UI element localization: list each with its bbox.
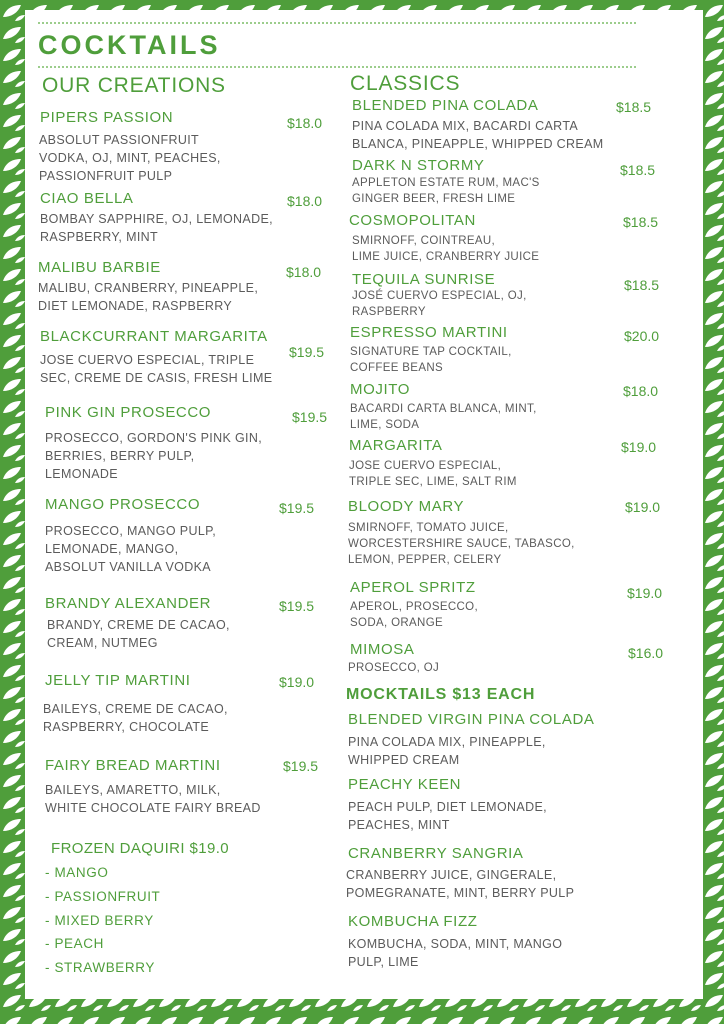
menu-item-price: $18.5: [624, 277, 660, 293]
menu-item-price: $19.5: [283, 758, 319, 774]
menu-item-description: APEROL, PROSECCO, SODA, ORANGE: [350, 601, 479, 629]
menu-item-name: MALIBU BARBIE: [38, 259, 161, 276]
menu-item-description: SMIRNOFF, COINTREAU, LIME JUICE, CRANBERRY JUICE: [352, 235, 540, 263]
menu-item-description: PROSECCO, GORDON'S PINK GIN, BERRIES, BERRY PULP, LEMONADE: [45, 431, 263, 481]
menu-item-name: PINK GIN PROSECCO: [45, 404, 212, 421]
menu-item-description: JOSE CUERVO ESPECIAL, TRIPLE SEC, CREME DE CASIS, FRESH LIME: [40, 353, 273, 385]
menu-item-name: MIMOSA: [350, 641, 415, 658]
menu-item-price: $19.5: [289, 344, 325, 360]
menu-item-description: MALIBU, CRANBERRY, PINEAPPLE, DIET LEMONADE, RASPBERRY: [38, 281, 259, 313]
menu-item-price: $19.5: [279, 598, 315, 614]
list-item: - PASSIONFRUIT: [45, 888, 161, 904]
top-divider: [38, 22, 636, 24]
menu-item-price: $20.0: [624, 328, 660, 344]
menu-item-description: PROSECCO, MANGO PULP, LEMONADE, MANGO, ABSOLUT VANILLA VODKA: [45, 524, 217, 574]
menu-item-name: PIPERS PASSION: [40, 109, 174, 126]
menu-item-name: DARK N STORMY: [352, 157, 485, 174]
menu-item-name: KOMBUCHA FIZZ: [348, 913, 478, 930]
menu-item-name: MANGO PROSECCO: [45, 496, 201, 513]
menu-item-name: APEROL SPRITZ: [350, 579, 476, 596]
menu-item-description: ABSOLUT PASSIONFRUIT VODKA, OJ, MINT, PEACHES, PASSIONFRUIT PULP: [39, 133, 221, 183]
menu-item-name: MARGARITA: [349, 437, 443, 454]
section-heading-frozen-daiquiri: FROZEN DAQUIRI $19.0: [51, 840, 230, 857]
menu-item-price: $18.0: [623, 383, 659, 399]
list-item: - STRAWBERRY: [45, 960, 155, 976]
menu-item-price: $18.0: [286, 264, 322, 280]
section-heading-mocktails: MOCKTAILS $13 EACH: [346, 686, 536, 703]
menu-item-description: PINA COLADA MIX, PINEAPPLE, WHIPPED CREAM: [348, 735, 546, 767]
menu-item-description: PROSECCO, OJ: [348, 662, 440, 674]
menu-item-price: $18.5: [623, 214, 659, 230]
menu-item-price: $19.0: [279, 674, 315, 690]
menu-item-description: JOSÉ CUERVO ESPECIAL, OJ, RASPBERRY: [352, 290, 527, 318]
menu-item-name: BLENDED VIRGIN PINA COLADA: [348, 711, 595, 728]
menu-item-price: $18.5: [620, 162, 656, 178]
menu-item-description: PINA COLADA MIX, BACARDI CARTA BLANCA, PINEAPPLE, WHIPPED CREAM: [352, 119, 604, 151]
menu-item-name: JELLY TIP MARTINI: [45, 672, 191, 689]
frozen-daiquiri-flavour-list: [45, 861, 160, 980]
menu-item-name: BLACKCURRANT MARGARITA: [40, 328, 268, 345]
menu-item-description: JOSE CUERVO ESPECIAL, TRIPLE SEC, LIME, SALT RIM: [349, 460, 517, 488]
menu-item-description: PEACH PULP, DIET LEMONADE, PEACHES, MINT: [348, 800, 547, 832]
menu-item-price: $19.0: [621, 439, 657, 455]
menu-item-description: BACARDI CARTA BLANCA, MINT, LIME, SODA: [350, 403, 537, 431]
menu-item-name: ESPRESSO MARTINI: [350, 324, 508, 341]
menu-item-price: $19.5: [292, 409, 328, 425]
menu-item-price: $19.0: [627, 585, 663, 601]
menu-item-description: BAILEYS, AMARETTO, MILK, WHITE CHOCOLATE FAIRY BREAD: [45, 783, 261, 815]
menu-item-description: BRANDY, CREME DE CACAO, CREAM, NUTMEG: [47, 618, 230, 650]
menu-item-name: BRANDY ALEXANDER: [45, 595, 212, 612]
menu-item-name: MOJITO: [350, 381, 410, 398]
menu-item-price: $18.0: [287, 193, 323, 209]
menu-item-name: BLOODY MARY: [348, 498, 465, 515]
menu-item-description: SIGNATURE TAP COCKTAIL, COFFEE BEANS: [350, 346, 512, 374]
menu-item-price: $19.5: [279, 500, 315, 516]
menu-item-price: $18.5: [616, 99, 652, 115]
menu-item-name: TEQUILA SUNRISE: [352, 271, 496, 288]
section-heading-our-creations: OUR CREATIONS: [42, 74, 226, 97]
menu-item-price: $16.0: [628, 645, 664, 661]
menu-item-description: KOMBUCHA, SODA, MINT, MANGO PULP, LIME: [348, 937, 563, 969]
menu-item-description: SMIRNOFF, TOMATO JUICE, WORCESTERSHIRE SAUCE, TABASCO, LEMON, PEPPER, CELERY: [348, 522, 575, 566]
section-heading-classics: CLASSICS: [350, 72, 461, 95]
page-title: COCKTAILS: [38, 30, 221, 60]
menu-item-name: BLENDED PINA COLADA: [352, 97, 539, 114]
title-divider: [38, 66, 636, 68]
menu-item-name: CIAO BELLA: [40, 190, 134, 207]
menu-item-name: COSMOPOLITAN: [349, 212, 476, 229]
list-item: - PEACH: [45, 936, 104, 952]
menu-item-name: FAIRY BREAD MARTINI: [45, 757, 221, 774]
menu-item-price: $19.0: [625, 499, 661, 515]
menu-item-description: BAILEYS, CREME DE CACAO, RASPBERRY, CHOCOLATE: [43, 702, 228, 734]
menu-item-description: BOMBAY SAPPHIRE, OJ, LEMONADE, RASPBERRY, MINT: [40, 212, 274, 244]
menu-item-name: CRANBERRY SANGRIA: [348, 845, 524, 862]
menu-item-name: PEACHY KEEN: [348, 776, 462, 793]
list-item: - MIXED BERRY: [45, 912, 154, 928]
menu-item-description: APPLETON ESTATE RUM, MAC'S GINGER BEER, FRESH LIME: [352, 177, 540, 205]
menu-item-description: CRANBERRY JUICE, GINGERALE, POMEGRANATE, MINT, BERRY PULP: [346, 868, 575, 900]
menu-item-price: $18.0: [287, 115, 323, 131]
list-item: - MANGO: [45, 865, 109, 880]
